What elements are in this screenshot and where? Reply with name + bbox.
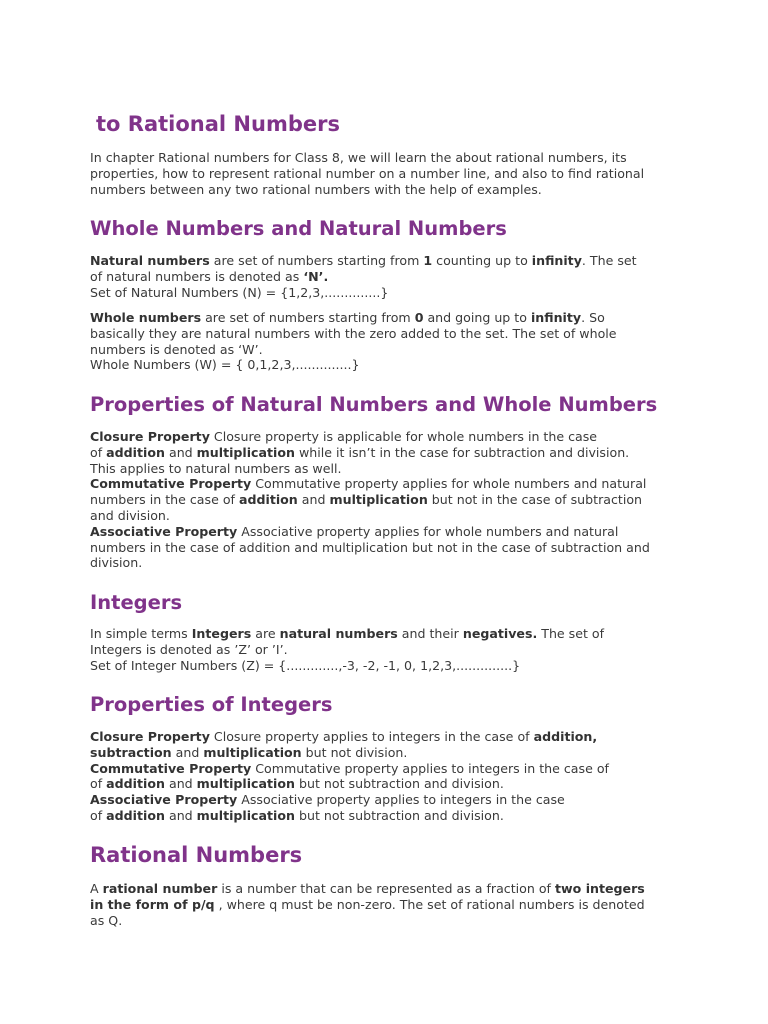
- whole-set-line: Whole Numbers (W) = { 0,1,2,3,..............}: [90, 357, 360, 373]
- integer-set-line: Set of Integer Numbers (Z) = {.............,-3, -2, -1, 0, 1,2,3,..............}: [90, 657, 521, 673]
- properties-nw-paragraph: Closure Property Closure property is applicable for whole numbers in the case of addition and multiplication while it isn’t in the case for subtraction and division. This applies to natural numbers as well. Commutative Property Commutative property applies for whole numbers and natural numbers in the case of addition and multiplication but not in the case of subtraction and division. Associative Property Associative property applies for whole numbers and natural numbers in the case of addition and multiplication but not in the case of subtraction and division.: [90, 429, 650, 571]
- whole-line-3: numbers is denoted as ‘W’.: [90, 341, 263, 357]
- whole-natural-heading: Whole Numbers and Natural Numbers: [90, 217, 507, 240]
- rational-heading: Rational Numbers: [90, 843, 303, 867]
- rational-paragraph: A rational number is a number that can be represented as a fraction of two integers in the form of p/q , where q must be non-zero. The set of rational numbers is denoted as Q.: [90, 881, 645, 928]
- whole-numbers-term: Whole numbers: [90, 310, 202, 325]
- intro-line: numbers between any two rational numbers with the help of examples.: [90, 181, 542, 197]
- properties-int-paragraph: Closure Property Closure property applies to integers in the case of addition, subtraction and multiplication but not division. Commutative Property Commutative property applies to integers in the case of of addition and multiplication but not subtraction and division. Associative Property Associative property applies to integers in the case of addition and multiplication but not subtraction and division.: [90, 729, 609, 823]
- integers-heading: Integers: [90, 591, 183, 614]
- whole-line-1: Whole numbers are set of numbers starting from 0 and going up to infinity. So: [90, 310, 605, 325]
- natural-line-1: Natural numbers are set of numbers starting from 1 counting up to infinity. The set: [90, 253, 637, 268]
- natural-numbers-paragraph: [90, 253, 680, 300]
- properties-nw-heading: Properties of Natural Numbers and Whole Numbers: [90, 393, 658, 416]
- intro-line: In chapter Rational numbers for Class 8, we will learn the about rational numbers, its: [90, 150, 627, 165]
- natural-set-line: Set of Natural Numbers (N) = {1,2,3,..............}: [90, 284, 389, 300]
- intro-paragraph: [90, 150, 680, 197]
- whole-numbers-paragraph: [90, 310, 680, 373]
- intro-heading: to Rational Numbers: [96, 112, 340, 136]
- natural-line-2: of natural numbers is denoted as ‘N’.: [90, 268, 329, 284]
- natural-numbers-term: Natural numbers: [90, 253, 210, 268]
- intro-line: properties, how to represent rational number on a number line, and also to find rational: [90, 165, 645, 181]
- whole-line-2: basically they are natural numbers with the zero added to the set. The set of whole: [90, 325, 617, 341]
- properties-int-heading: Properties of Integers: [90, 693, 333, 716]
- integers-paragraph: In simple terms Integers are natural numbers and their negatives. The set of Integers is denoted as ’Z’ or ’I’. Set of Integer Numbers (Z) = {.............,-3, -2, -1, 0, 1,2,3,..............}: [90, 626, 680, 673]
- commutative-term: Commutative Property: [90, 476, 252, 492]
- closure-term: Closure Property: [90, 429, 210, 444]
- associative-term: Associative Property: [90, 523, 238, 539]
